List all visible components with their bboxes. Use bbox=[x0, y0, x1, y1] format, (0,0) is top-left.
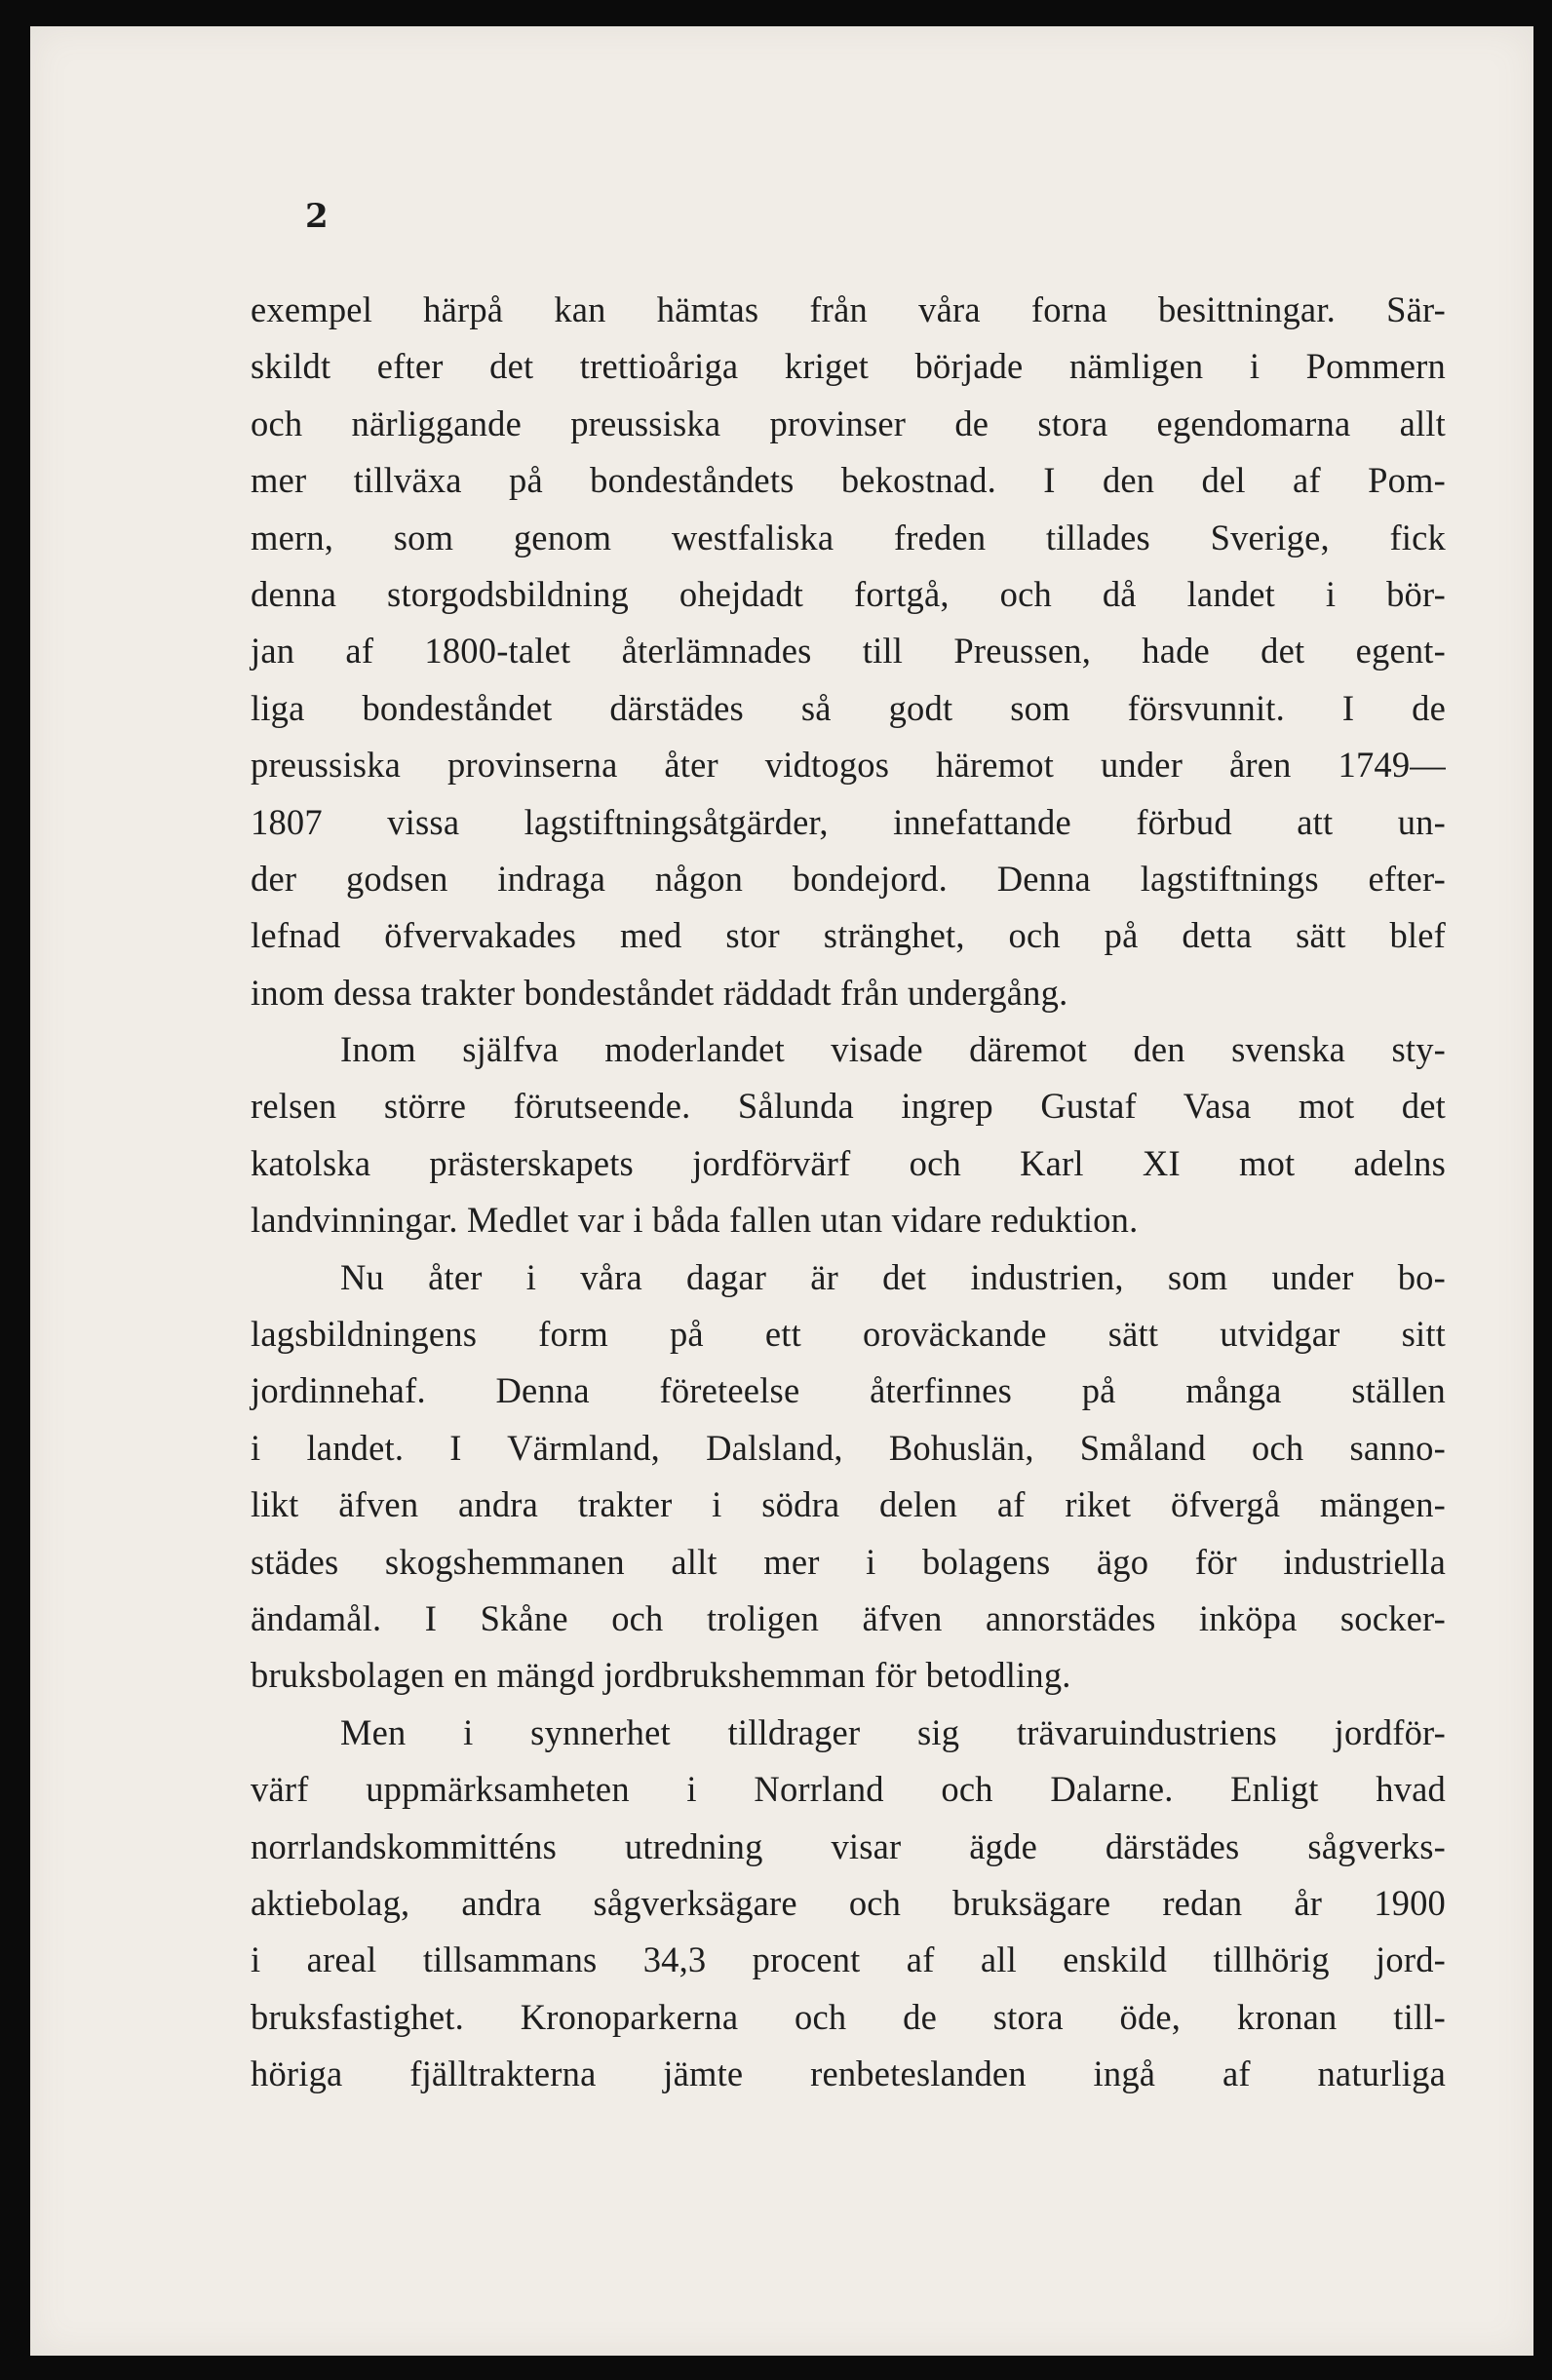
text-line: i landet. I Värmland, Dalsland, Bohuslän, Småland och sanno- bbox=[251, 1427, 1446, 1468]
text-line: 1807 vissa lagstiftningsåtgärder, innefattande förbud att un- bbox=[251, 801, 1446, 842]
page-number: 2 bbox=[305, 197, 329, 236]
text-line: lagsbildningens form på ett oroväckande sätt utvidgar sitt bbox=[251, 1314, 1446, 1355]
text-line: värf uppmärksamheten i Norrland och Dalarne. Enligt hvad bbox=[251, 1769, 1446, 1810]
text-line: liga bondeståndet därstädes så godt som försvunnit. I de bbox=[251, 687, 1446, 728]
text-line: mer tillväxa på bondeståndets bekostnad. I den del af Pom- bbox=[251, 460, 1446, 501]
text-line: exempel härpå kan hämtas från våra forna besittningar. Sär- bbox=[251, 289, 1446, 329]
text-line: Men i synnerhet tilldrager sig trävaruindustriens jordför- bbox=[340, 1711, 1446, 1752]
text-line: katolska prästerskapets jordförvärf och Karl XI mot adelns bbox=[251, 1142, 1446, 1183]
text-line: skildt efter det trettioåriga kriget började nämligen i Pommern bbox=[251, 346, 1446, 387]
text-line: inom dessa trakter bondeståndet räddadt från undergång. bbox=[251, 972, 1068, 1013]
text-line: Nu åter i våra dagar är det industrien, som under bo- bbox=[340, 1256, 1446, 1297]
text-line: bruksbolagen en mängd jordbrukshemman för betodling. bbox=[251, 1655, 1071, 1696]
text-line: jan af 1800-talet återlämnades till Preussen, hade det egent- bbox=[251, 631, 1446, 672]
text-line: relsen större förutseende. Sålunda ingrep Gustaf Vasa mot det bbox=[251, 1086, 1446, 1127]
text-line: landvinningar. Medlet var i båda fallen utan vidare reduktion. bbox=[251, 1200, 1139, 1241]
text-line: i areal tillsammans 34,3 procent af all enskild tillhörig jord- bbox=[251, 1939, 1446, 1980]
text-line: aktiebolag, andra sågverksägare och bruksägare redan år 1900 bbox=[251, 1882, 1446, 1923]
text-line: höriga fjälltrakterna jämte renbeteslanden ingå af naturliga bbox=[251, 2054, 1446, 2094]
text-line: bruksfastighet. Kronoparkerna och de stora öde, kronan till- bbox=[251, 1996, 1446, 2037]
text-line: jordinnehaf. Denna företeelse återfinnes på många ställen bbox=[251, 1370, 1446, 1411]
text-line: mern, som genom westfaliska freden tillades Sverige, fick bbox=[251, 517, 1446, 557]
text-line: städes skogshemmanen allt mer i bolagens ägo för industriella bbox=[251, 1541, 1446, 1582]
text-line: likt äfven andra trakter i södra delen af riket öfvergå mängen- bbox=[251, 1484, 1446, 1525]
text-line: och närliggande preussiska provinser de stora egendomarna allt bbox=[251, 403, 1446, 443]
text-line: lefnad öfvervakades med stor stränghet, och på detta sätt blef bbox=[251, 915, 1446, 956]
text-line: Inom själfva moderlandet visade däremot den svenska sty- bbox=[340, 1029, 1446, 1070]
text-line: denna storgodsbildning ohejdadt fortgå, och då landet i bör- bbox=[251, 573, 1446, 614]
body-text bbox=[251, 282, 1446, 2103]
text-line: der godsen indraga någon bondejord. Denna lagstiftnings efter- bbox=[251, 858, 1446, 899]
text-line: norrlandskommitténs utredning visar ägde därstädes sågverks- bbox=[251, 1825, 1446, 1866]
text-line: preussiska provinserna åter vidtogos häremot under åren 1749— bbox=[251, 745, 1446, 786]
book-page bbox=[30, 26, 1533, 2356]
text-line: ändamål. I Skåne och troligen äfven annorstädes inköpa socker- bbox=[251, 1597, 1446, 1638]
